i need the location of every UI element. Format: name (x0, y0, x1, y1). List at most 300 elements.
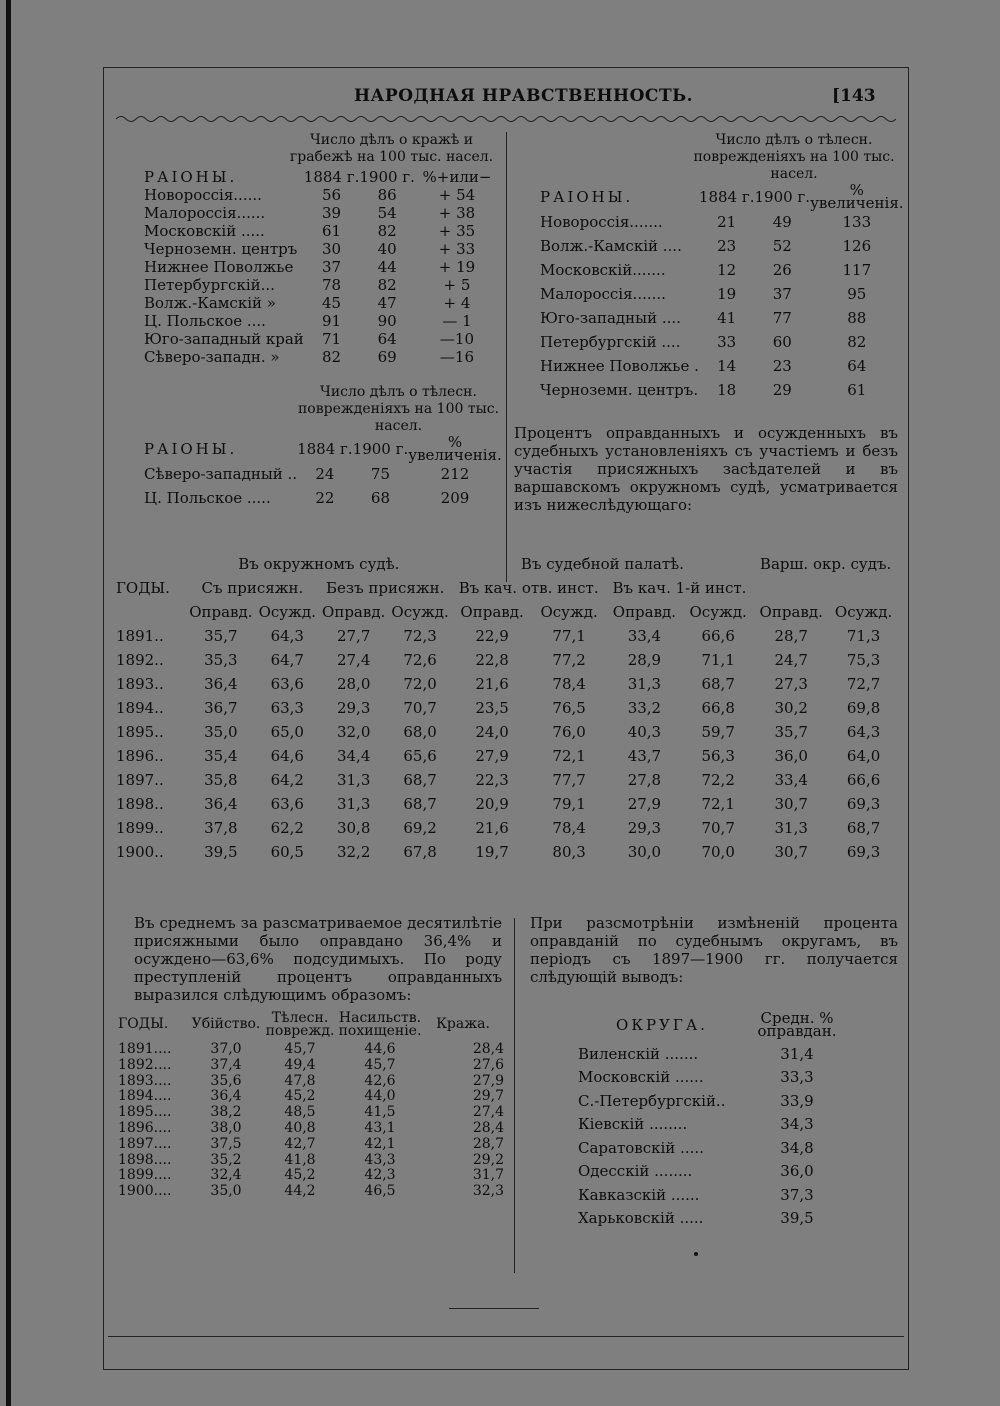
injury-right-row-cell: 23 (772, 357, 792, 375)
col-acquitted: Оправд. (460, 603, 524, 621)
acquittal-row-cell: 30,7 (774, 843, 808, 861)
crime-row-cell: 42,3 (364, 1167, 396, 1184)
acquittal-row-cell: 29,3 (627, 819, 662, 837)
acquittal-row (116, 792, 898, 816)
injury-right-row-cell: 26 (772, 261, 792, 279)
acquittal-row-cell: 30,0 (627, 843, 662, 861)
acquittal-row-cell: 1892.. (116, 651, 164, 669)
injury-right-caption: Число дѣлъ о тѣлесн. поврежденіяхъ на 100 тыс. насел. (693, 132, 895, 182)
acquittal-row-cell: 75,3 (846, 651, 881, 669)
acquittal-row-cell: 59,7 (701, 723, 735, 741)
theft-row-cell: + 38 (438, 204, 476, 222)
theft-row-cell: Новороссія...... (144, 186, 262, 204)
theft-table-header (144, 168, 499, 186)
acquittal-row-cell: 76,0 (552, 723, 586, 741)
district-row-cell: 39,5 (780, 1209, 814, 1228)
acquittal-row-cell: 78,4 (552, 819, 586, 837)
acquittal-row-cell: 64,3 (270, 627, 304, 645)
injury-left-row (144, 462, 502, 486)
acquittal-row (116, 720, 898, 744)
acquittal-row-cell: 31,3 (774, 819, 808, 837)
injury-right-row-cell: Нижнее Поволжье . (540, 357, 699, 375)
theft-row-cell: —10 (439, 330, 475, 348)
acquittal-row-cell: 68,7 (701, 675, 735, 693)
acquittal-row-cell: 30,8 (336, 819, 371, 837)
crime-type-table (118, 1008, 504, 1200)
crime-row-cell: 1893.... (118, 1072, 172, 1089)
injury-left-row-cell: 212 (440, 465, 470, 483)
acquittal-row-cell: 27,3 (774, 675, 808, 693)
acquittal-row-cell: 28,7 (774, 627, 808, 645)
district-row-cell: 33,9 (780, 1091, 814, 1110)
crime-row-cell: 29,7 (472, 1088, 504, 1105)
theft-row (144, 240, 499, 258)
page-number: [143 (832, 86, 876, 106)
injury-right-row-cell: 21 (717, 213, 737, 231)
district-row-cell: Кіевскій ........ (578, 1115, 688, 1134)
injury-right-row-cell: Волж.-Камскій .... (540, 237, 682, 255)
intro-paragraph: Процентъ оправданныхъ и осужденныхъ въ судебныхъ установленіяхъ съ участіемъ и безъ участія присяжныхъ засѣдателей и въ варшавскомъ окружномъ судѣ, усматривается изъ нижеслѣдующаго: (514, 424, 898, 514)
crime-row-cell: 27,9 (472, 1072, 504, 1089)
district-row (578, 1089, 848, 1113)
acquittal-row-cell: 77,1 (552, 627, 586, 645)
crime-row-cell: 32,3 (472, 1183, 504, 1200)
injury-left-row-cell: 22 (315, 489, 335, 507)
injury-right-col-1884: 1884 г. (698, 188, 755, 206)
theft-row-cell: + 54 (438, 186, 476, 204)
theft-row-cell: 56 (322, 186, 342, 204)
injury-right-row-cell: Петербургскій .... (540, 333, 681, 351)
acquittal-row (116, 696, 898, 720)
acquittal-row-cell: 29,3 (336, 699, 371, 717)
crime-row-cell: 1898.... (118, 1151, 172, 1168)
crime-row-cell: 43,3 (364, 1151, 396, 1168)
theft-row-cell: Юго-западный край (144, 330, 304, 348)
district-row (578, 1066, 848, 1090)
theft-row-cell: + 33 (438, 240, 476, 258)
injury-left-row-cell: 24 (315, 465, 335, 483)
theft-row-cell: 54 (377, 204, 397, 222)
injury-right-row (540, 378, 904, 402)
theft-row-cell: 78 (322, 276, 342, 294)
crime-row (118, 1105, 504, 1121)
injury-left-row (144, 486, 502, 510)
district-row-cell: Саратовскій ..... (578, 1138, 704, 1157)
injury-right-row-cell: 14 (717, 357, 737, 375)
injury-right-row-cell: Московскій....... (540, 261, 666, 279)
acquittal-row (116, 816, 898, 840)
binding-edge (6, 0, 11, 1406)
theft-row (144, 276, 499, 294)
acquittal-row-cell: 30,2 (774, 699, 808, 717)
theft-row (144, 294, 499, 312)
district-row (578, 1207, 848, 1231)
acquittal-row (116, 744, 898, 768)
injury-left-row-cell: 75 (370, 465, 390, 483)
theft-row (144, 330, 499, 348)
injury-left-col-1900: 1900 г. (352, 440, 409, 458)
running-header (104, 86, 908, 116)
theft-row-cell: 82 (322, 348, 342, 366)
acquittal-row-cell: 72,3 (403, 627, 437, 645)
acquittal-row-cell: 31,3 (336, 771, 371, 789)
acquittal-row-cell: 64,2 (270, 771, 304, 789)
crime-col-murder: Убійство. (191, 1016, 261, 1033)
crime-row-cell: 45,2 (284, 1088, 316, 1105)
acquittal-row-cell: 31,3 (627, 675, 662, 693)
acquittal-row-cell: 33,4 (627, 627, 662, 645)
theft-row-cell: 91 (322, 312, 342, 330)
injury-right-row-cell: 126 (842, 237, 872, 255)
injury-right-row-cell: 95 (847, 285, 867, 303)
district-row-cell: 31,4 (780, 1044, 814, 1063)
injury-right-col-1900: 1900 г. (754, 188, 811, 206)
injury-right-row (540, 210, 904, 234)
book-page (103, 67, 909, 1370)
crime-row-cell: 35,6 (210, 1072, 242, 1089)
acquittal-row-cell: 1900.. (116, 843, 164, 861)
theft-row-cell: Малороссія...... (144, 204, 266, 222)
average-paragraph: Въ среднемъ за разсматриваемое десятилѣтіе присяжными было оправдано 36,4% и осуждено—63,6% подсудимыхъ. По роду преступленій процентъ оправданныхъ выразился слѣдующимъ образомъ: (134, 914, 502, 1004)
injury-right-row-cell: 37 (772, 285, 792, 303)
crime-col-violence: Насильств. похищеніе. (338, 1010, 422, 1039)
group-district-court: Въ окружномъ судѣ. (238, 555, 400, 573)
acquittal-row-cell: 27,9 (475, 747, 509, 765)
crime-row-cell: 40,8 (284, 1119, 316, 1136)
crime-row-cell: 1892.... (118, 1056, 172, 1073)
theft-row-cell: + 19 (438, 258, 476, 276)
acquittal-row-cell: 69,8 (846, 699, 881, 717)
injury-right-row-cell: 61 (847, 381, 867, 399)
acquittal-row-cell: 35,7 (204, 627, 238, 645)
acquittal-row-cell: 19,7 (475, 843, 509, 861)
theft-row-cell: + 4 (443, 294, 471, 312)
acquittal-row (116, 648, 898, 672)
acquittal-row-cell: 72,6 (403, 651, 437, 669)
district-row (578, 1183, 848, 1207)
district-row-cell: 34,8 (780, 1138, 814, 1157)
district-row (578, 1113, 848, 1137)
theft-row-cell: 39 (322, 204, 342, 222)
injury-right-row-cell: 29 (772, 381, 792, 399)
acquittal-row-cell: 35,0 (204, 723, 238, 741)
acquittal-row-cell: 36,7 (204, 699, 238, 717)
crime-row-cell: 29,2 (472, 1151, 504, 1168)
acquittal-row-cell: 64,6 (270, 747, 304, 765)
acquittal-row-cell: 66,6 (846, 771, 881, 789)
acquittal-row-cell: 1895.. (116, 723, 164, 741)
acquittal-row-cell: 70,0 (701, 843, 735, 861)
group-warsaw-court: Варш. окр. судъ. (759, 555, 892, 573)
column-divider-bottom (514, 918, 515, 1273)
injury-right-col-region: РАIОНЫ. (540, 188, 634, 206)
acquittal-row-cell: 70,7 (403, 699, 437, 717)
district-row-cell: 33,3 (780, 1068, 814, 1087)
acquittal-row-cell: 21,6 (475, 675, 509, 693)
district-col-name: ОКРУГА. (616, 1016, 708, 1034)
acquittal-row-cell: 64,0 (846, 747, 881, 765)
crime-row-cell: 28,7 (472, 1135, 504, 1152)
acquittal-row-cell: 77,2 (552, 651, 586, 669)
acquittal-row-cell: 28,0 (336, 675, 371, 693)
acquittal-row-cell: 70,7 (701, 819, 735, 837)
crime-row-cell: 1891.... (118, 1041, 172, 1057)
acquittal-row-cell: 72,2 (701, 771, 735, 789)
crime-row-cell: 1899.... (118, 1167, 172, 1184)
injury-right-row-cell: Новороссія....... (540, 213, 663, 231)
theft-col-change: %+или− (422, 168, 492, 186)
injury-right-header (540, 184, 904, 210)
injury-left-col-1884: 1884 г. (297, 440, 353, 458)
theft-table-caption: Число дѣлъ о кражѣ и грабежѣ на 100 тыс. насел. (289, 132, 494, 165)
acquittal-row-cell: 66,6 (701, 627, 735, 645)
crime-row-cell: 42,1 (364, 1135, 396, 1152)
col-acquitted: Оправд. (322, 603, 386, 621)
sub-first-instance: Въ кач. 1-й инст. (612, 579, 747, 597)
crime-row (118, 1137, 504, 1153)
acquittal-row-cell: 27,4 (336, 651, 371, 669)
crime-row-cell: 37,0 (210, 1041, 242, 1057)
injury-right-row-cell: Малороссія....... (540, 285, 666, 303)
acquittal-row-cell: 24,7 (774, 651, 808, 669)
acquittal-row-cell: 1899.. (116, 819, 164, 837)
acquittal-row (116, 840, 898, 864)
crime-row (118, 1058, 504, 1074)
crime-row (118, 1153, 504, 1169)
injury-right-col-change: % увеличенія. (810, 181, 904, 212)
crime-row-cell: 37,4 (210, 1056, 242, 1073)
acquittal-row-cell: 79,1 (552, 795, 586, 813)
injury-left-table (144, 433, 502, 510)
crime-row-cell: 27,4 (472, 1104, 504, 1121)
acquittal-row-cell: 35,7 (774, 723, 808, 741)
acquittal-row-cell: 68,7 (846, 819, 881, 837)
crime-row-cell: 45,7 (284, 1041, 316, 1057)
injury-left-col-region: РАIОНЫ. (144, 440, 238, 458)
crime-row-cell: 42,6 (364, 1072, 396, 1089)
injury-right-row-cell: Юго-западный .... (540, 309, 681, 327)
crime-row-cell: 45,7 (364, 1056, 396, 1073)
crime-row-cell: 32,4 (210, 1167, 242, 1184)
injury-left-header (144, 436, 502, 462)
acquittal-row-cell: 1897.. (116, 771, 164, 789)
acquittal-row-cell: 68,0 (403, 723, 437, 741)
district-table (578, 1008, 848, 1230)
crime-row-cell: 46,5 (364, 1183, 396, 1200)
sub-with-jury: Съ присяжн. (201, 579, 304, 597)
district-row-cell: 36,0 (780, 1162, 814, 1181)
acquittal-table (116, 552, 898, 864)
acquittal-row-cell: 36,0 (774, 747, 808, 765)
crime-row-cell: 38,0 (210, 1119, 242, 1136)
injury-right-row (540, 306, 904, 330)
acquittal-row-cell: 30,7 (774, 795, 808, 813)
district-row-cell: Одесскій ........ (578, 1162, 693, 1181)
acquittal-row-cell: 35,8 (204, 771, 238, 789)
injury-right-row-cell: 12 (717, 261, 737, 279)
crime-row (118, 1121, 504, 1137)
acquittal-col-header (116, 600, 898, 624)
crime-row-cell: 1900.... (118, 1183, 172, 1200)
acquittal-row-cell: 23,5 (475, 699, 509, 717)
injury-right-row-cell: 49 (772, 213, 792, 231)
injury-right-row-cell: 18 (717, 381, 737, 399)
district-row-cell: 37,3 (780, 1185, 814, 1204)
acquittal-row-cell: 35,4 (204, 747, 238, 765)
injury-right-row-cell: 88 (847, 309, 867, 327)
acquittal-row-cell: 72,0 (403, 675, 437, 693)
sub-without-jury: Безъ присяжн. (326, 579, 445, 597)
crime-row-cell: 1894.... (118, 1088, 172, 1105)
crime-row-cell: 28,4 (472, 1119, 504, 1136)
district-row (578, 1136, 848, 1160)
acquittal-row-cell: 37,8 (204, 819, 238, 837)
district-col-average: Средн. % оправдан. (757, 1009, 837, 1040)
crime-row-cell: 37,5 (210, 1135, 242, 1152)
acquittal-row-cell: 56,3 (701, 747, 735, 765)
crime-row-cell: 45,2 (284, 1167, 316, 1184)
injury-left-row-cell: Ц. Польское ..... (144, 489, 271, 507)
acquittal-row-cell: 78,4 (552, 675, 586, 693)
crime-row-cell: 48,5 (284, 1104, 316, 1121)
injury-left-row-cell: 68 (370, 489, 390, 507)
acquittal-row-cell: 31,3 (336, 795, 371, 813)
theft-row-cell: Волж.-Камскій » (144, 294, 276, 312)
theft-row-cell: 45 (322, 294, 342, 312)
acquittal-row-cell: 63,3 (270, 699, 304, 717)
injury-right-row-cell: 52 (772, 237, 792, 255)
acquittal-row-cell: 77,7 (552, 771, 586, 789)
injury-right-row-cell: 117 (842, 261, 872, 279)
page-title: НАРОДНАЯ НРАВСТВЕННОСТЬ. (354, 86, 694, 106)
theft-row-cell: 71 (322, 330, 342, 348)
crime-row-cell: 44,0 (364, 1088, 396, 1105)
crime-row-cell: 1895.... (118, 1104, 172, 1121)
acquittal-row-cell: 72,1 (552, 747, 586, 765)
crime-row-cell: 28,4 (472, 1041, 504, 1057)
acquittal-row-cell: 22,3 (475, 771, 509, 789)
injury-left-row-cell: Сѣверо-западный .. (144, 465, 298, 483)
col-convicted: Осужд. (689, 603, 747, 621)
crime-table-header (118, 1008, 504, 1042)
theft-row (144, 186, 499, 204)
sub-appeal-instance: Въ кач. отв. инст. (458, 579, 599, 597)
end-rule (449, 1308, 539, 1309)
acquittal-row-cell: 1893.. (116, 675, 164, 693)
theft-col-region: РАIОНЫ. (144, 168, 238, 186)
acquittal-row-cell: 20,9 (475, 795, 509, 813)
acquittal-row-cell: 65,6 (403, 747, 437, 765)
injury-right-row-cell: 82 (847, 333, 867, 351)
acquittal-col-years: ГОДЫ. (116, 579, 170, 597)
injury-right-row-cell: 33 (717, 333, 737, 351)
theft-row-cell: 82 (377, 222, 397, 240)
acquittal-row-cell: 71,3 (846, 627, 881, 645)
district-row (578, 1042, 848, 1066)
acquittal-row-cell: 69,3 (846, 795, 881, 813)
crime-row-cell: 35,0 (210, 1183, 242, 1200)
acquittal-row-cell: 35,3 (204, 651, 238, 669)
acquittal-row-cell: 62,2 (270, 819, 304, 837)
wavy-rule (116, 114, 896, 124)
acquittal-row-cell: 64,3 (846, 723, 881, 741)
theft-row-cell: Московскій ..... (144, 222, 265, 240)
acquittal-row-cell: 22,9 (475, 627, 509, 645)
theft-row (144, 204, 499, 222)
theft-row-cell: 82 (377, 276, 397, 294)
acquittal-row-cell: 65,0 (270, 723, 304, 741)
theft-row-cell: —16 (439, 348, 475, 366)
acquittal-row-cell: 1894.. (116, 699, 164, 717)
crime-col-theft: Кража. (436, 1016, 490, 1033)
col-acquitted: Оправд. (759, 603, 823, 621)
crime-row (118, 1074, 504, 1090)
crime-row-cell: 41,8 (284, 1151, 316, 1168)
districts-paragraph: При разсмотрѣніи измѣненій процента оправданій по судебнымъ округамъ, въ періодъ съ 1897—1900 гг. получается слѣдующій выводъ: (530, 914, 898, 986)
theft-row (144, 258, 499, 276)
acquittal-row (116, 768, 898, 792)
acquittal-row-cell: 27,9 (627, 795, 662, 813)
theft-row (144, 348, 499, 366)
acquittal-row-cell: 43,7 (627, 747, 662, 765)
theft-row-cell: 30 (322, 240, 342, 258)
col-convicted: Осужд. (391, 603, 449, 621)
crime-row-cell: 31,7 (472, 1167, 504, 1184)
theft-row-cell: Сѣверо-западн. » (144, 348, 280, 366)
col-convicted: Осужд. (834, 603, 893, 621)
acquittal-row-cell: 1891.. (116, 627, 164, 645)
crime-row-cell: 44,6 (364, 1041, 396, 1057)
theft-row-cell: 44 (377, 258, 397, 276)
theft-col-1884: 1884 г. (303, 168, 360, 186)
injury-left-col-change: % увеличенія. (408, 433, 502, 464)
theft-row-cell: 86 (377, 186, 397, 204)
crime-row-cell: 49,4 (284, 1056, 316, 1073)
acquittal-row-cell: 63,6 (270, 675, 304, 693)
acquittal-row-cell: 36,4 (204, 675, 238, 693)
theft-row (144, 222, 499, 240)
theft-row-cell: 64 (377, 330, 397, 348)
crime-row-cell: 47,8 (284, 1072, 316, 1089)
district-row-cell: С.-Петербургскій.. (578, 1091, 726, 1110)
injury-left-row-cell: 209 (440, 489, 470, 507)
injury-right-row-cell: 41 (717, 309, 737, 327)
crime-row-cell: 36,4 (210, 1088, 242, 1105)
acquittal-row-cell: 67,8 (403, 843, 437, 861)
acquittal-row-cell: 27,8 (627, 771, 662, 789)
theft-row-cell: Петербургскій... (144, 276, 275, 294)
district-row-cell: 34,3 (780, 1115, 814, 1134)
acquittal-row-cell: 68,7 (403, 795, 437, 813)
district-row-cell: Виленскій ....... (578, 1044, 699, 1063)
column-divider-top (506, 132, 507, 582)
district-row-cell: Харьковскій ..... (578, 1209, 704, 1228)
acquittal-row-cell: 68,7 (403, 771, 437, 789)
injury-right-row-cell: Черноземн. центръ. (540, 381, 699, 399)
col-acquitted: Оправд. (189, 603, 253, 621)
injury-right-table (540, 181, 904, 402)
acquittal-row-cell: 28,9 (627, 651, 662, 669)
acquittal-row-cell: 72,7 (846, 675, 881, 693)
theft-row-cell: — 1 (442, 312, 472, 330)
crime-row-cell: 38,2 (210, 1104, 242, 1121)
injury-right-row-cell: 60 (772, 333, 792, 351)
theft-row-cell: Нижнее Поволжье (144, 258, 294, 276)
crime-col-injury: Тѣлесн. поврежд. (265, 1010, 335, 1039)
injury-right-row (540, 282, 904, 306)
acquittal-row-cell: 1898.. (116, 795, 164, 813)
acquittal-row-cell: 69,2 (403, 819, 437, 837)
